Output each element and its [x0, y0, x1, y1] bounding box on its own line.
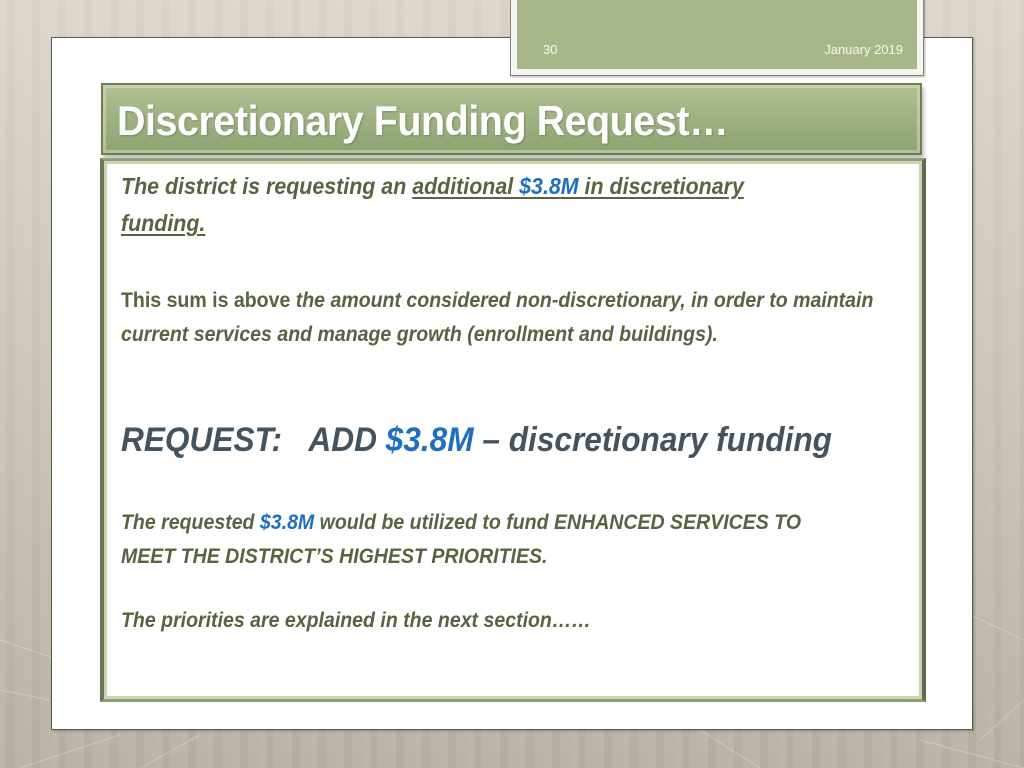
request-action: ADD: [308, 421, 386, 459]
slide-date: January 2019: [824, 42, 903, 57]
closing-paragraph: The priorities are explained in the next section……: [121, 609, 591, 632]
intro-amount: $3.8M: [519, 173, 585, 199]
usage-detail: would be utilized to fund ENHANCED SERVICES TO MEET THE DISTRICT’S HIGHEST PRIORITIES.: [121, 511, 802, 568]
usage-amount: $3.8M: [259, 511, 315, 534]
request-label: REQUEST:: [121, 421, 283, 459]
intro-additional: additional: [412, 173, 520, 199]
slide-title: Discretionary Funding Request…: [117, 97, 729, 144]
request-statement: [121, 418, 832, 462]
slide-number: 30: [543, 42, 558, 57]
context-lead: This sum is above: [121, 289, 296, 312]
intro-text: The district is requesting an: [121, 173, 413, 199]
context-detail: the amount considered non-discretionary, in order to maintain current services and manage growth (enrollment and buildings).: [121, 289, 874, 346]
footer-panel: [517, 0, 917, 69]
request-rest: – discretionary funding: [473, 421, 832, 459]
usage-lead: The requested: [121, 511, 260, 534]
intro-tail: in discretionary funding.: [121, 173, 744, 236]
usage-paragraph: [121, 506, 846, 574]
slide-footer-tab: [510, 0, 924, 76]
intro-paragraph: [121, 168, 772, 242]
request-amount: $3.8M: [385, 421, 474, 459]
title-bar: [101, 83, 922, 155]
context-paragraph: [121, 284, 921, 352]
